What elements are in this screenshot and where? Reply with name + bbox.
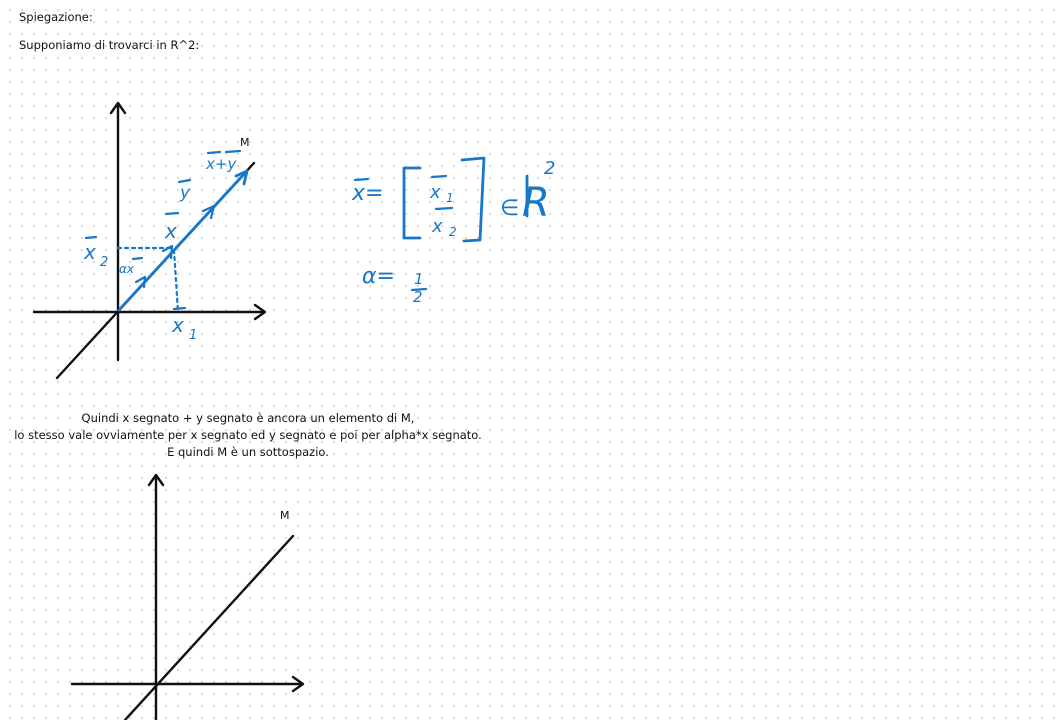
overbar-alpha-x [133, 258, 142, 259]
fraction-numerator: 1 [414, 270, 424, 288]
projection-x1 [174, 250, 178, 312]
overbar-note-x [355, 179, 368, 180]
figure2-axes [72, 475, 303, 720]
matrix-left-bracket [404, 168, 420, 238]
matrix-entry-x2: x [432, 216, 443, 237]
subspace-label-M: M [240, 136, 250, 149]
caption-line-1: Quindi x segnato + y segnato è ancora un elemento di M, [81, 411, 415, 425]
matrix-entry-x1: x [430, 182, 441, 203]
matrix-entry-x2-subscript: 2 [449, 225, 457, 239]
label-x1: x [172, 313, 184, 337]
note-alpha-equals: α= [362, 264, 395, 289]
label-y: y [180, 183, 191, 203]
label-x-plus-y: x+y [206, 155, 237, 173]
overbar-x [166, 213, 178, 214]
heading-text: Spiegazione: [19, 10, 93, 24]
intro-text: Supponiamo di trovarci in R^2: [19, 38, 200, 52]
label-x1-subscript: 1 [189, 328, 198, 343]
note-R-exponent: 2 [544, 158, 556, 179]
label-x2: x [84, 240, 96, 264]
label-alpha-x: αx [119, 262, 135, 276]
label-x: x [165, 219, 177, 243]
overbar-y [179, 180, 190, 182]
overbar-x1 [174, 308, 185, 309]
overbar-matrix-x2 [436, 208, 452, 209]
overbar-x-plus-y [208, 151, 240, 153]
overbar-x2 [86, 237, 96, 238]
matrix-entry-x1-subscript: 1 [446, 191, 454, 205]
fig2-subspace-line-M [125, 536, 293, 720]
fraction-denominator: 2 [413, 288, 423, 306]
fig2-subspace-label-M: M [280, 509, 290, 522]
figure1-axes [34, 103, 265, 378]
caption-text [0, 410, 496, 461]
label-x2-subscript: 2 [100, 255, 109, 270]
note-in-symbol: ∈ [500, 196, 520, 221]
overbar-matrix-x1 [432, 176, 446, 177]
note-R: R [522, 180, 550, 226]
note-x-equals: x= [352, 181, 384, 206]
matrix-right-bracket [462, 158, 484, 241]
caption-line-3: E quindi M è un sottospazio. [167, 445, 329, 459]
caption-line-2: lo stesso vale ovviamente per x segnato ed y segnato e poi per alpha*x segnato. [14, 428, 482, 442]
